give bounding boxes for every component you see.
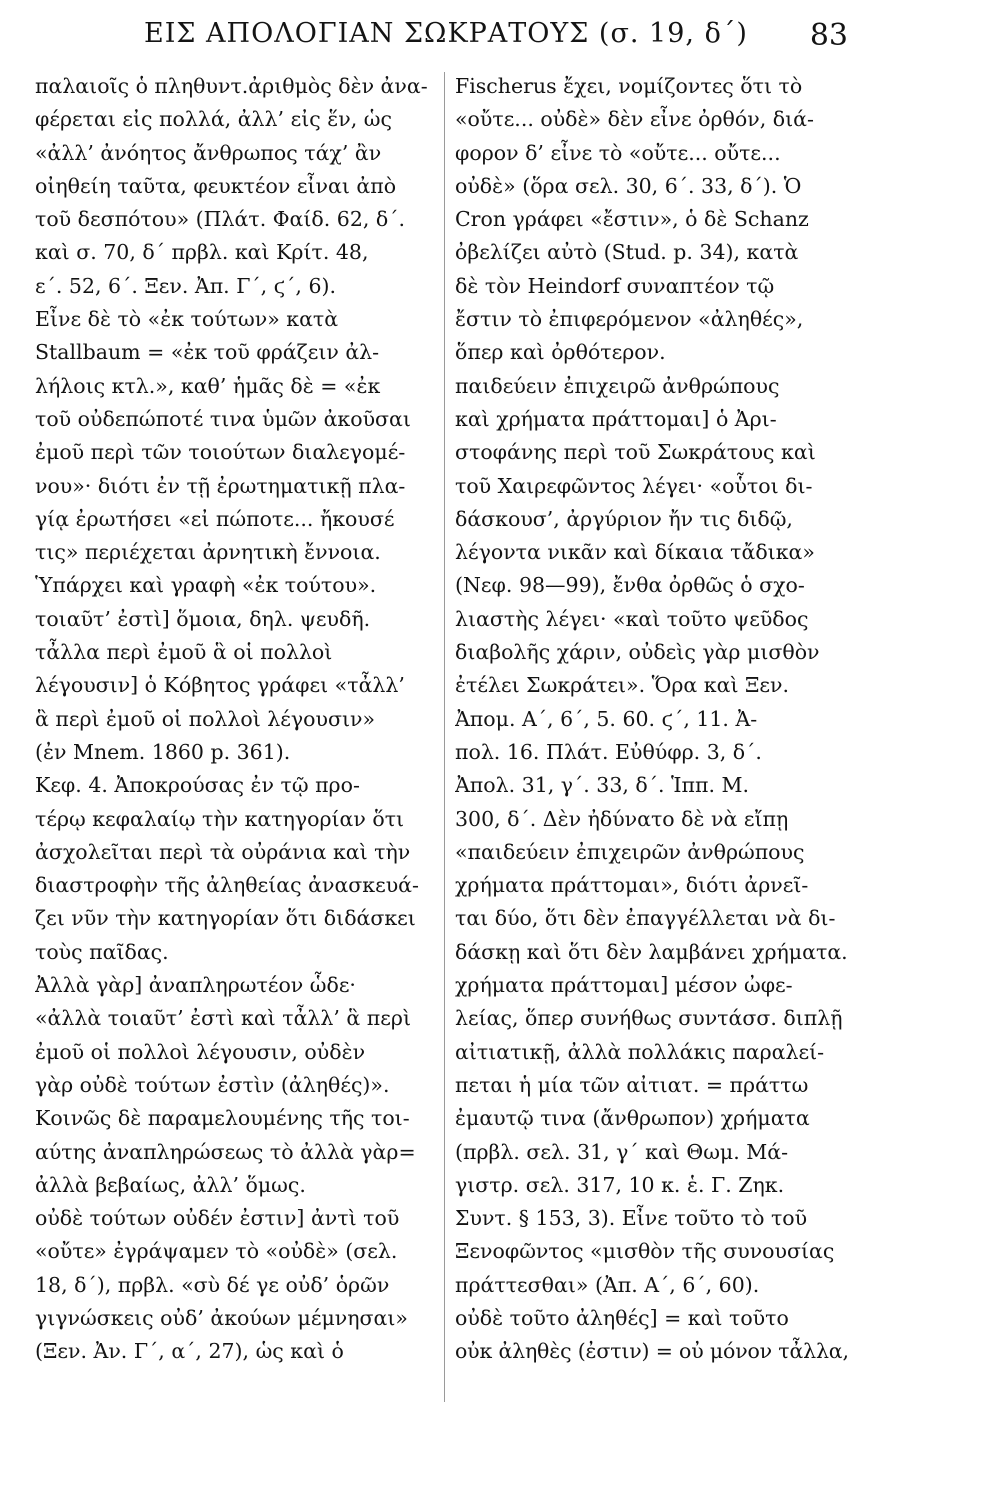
text-line: ὅπερ καὶ ὀρθότερον. <box>455 340 666 365</box>
text-line: στοφάνης περὶ τοῦ Σωκράτους καὶ <box>455 440 816 465</box>
text-line: Συντ. § 153, 3). Εἶνε τοῦτο τὸ τοῦ <box>455 1206 808 1231</box>
text-line: φορον δ’ εἶνε τὸ «οὔτε... οὔτε... <box>455 140 781 165</box>
left-column <box>35 70 433 1369</box>
text-line: οὐδὲ τοῦτο ἀληθές] = καὶ τοῦτο <box>455 1305 789 1330</box>
text-line: αύτης ἀναπληρώσεως τὸ ἀλλὰ γὰρ= <box>35 1139 416 1164</box>
text-line: «παιδεύειν ἐπιχειρῶν ἀνθρώπους <box>455 839 805 864</box>
text-line: (ἐν Mnem. 1860 p. 361). <box>35 739 291 764</box>
text-line: δάσκουσ’, ἀργύριον ἤν τις διδῷ, <box>455 506 793 531</box>
text-line: ὀβελίζει αὐτὸ (Stud. p. 34), κατὰ <box>455 240 799 265</box>
text-line: ἀλλὰ βεβαίως, ἀλλ’ ὅμως. <box>35 1172 306 1197</box>
text-line: ἐμοῦ περὶ τῶν τοιούτων διαλεγομέ- <box>35 440 406 465</box>
text-line: τις» περιέχεται ἀρνητικὴ ἔννοια. <box>35 540 381 565</box>
text-line: νου»· διότι ἐν τῇ ἐρωτηματικῇ πλα- <box>35 473 406 498</box>
text-line: (Νεφ. 98—99), ἔνθα ὀρθῶς ὁ σχο- <box>455 573 805 598</box>
text-line: ἔστιν τὸ ἐπιφερόμενον «ἀληθές», <box>455 307 804 332</box>
text-line: γὰρ οὐδὲ τούτων ἐστὶν (ἀληθές)». <box>35 1072 390 1097</box>
text-line: ἐτέλει Σωκράτει». Ὅρα καὶ Ξεν. <box>455 673 790 698</box>
text-line: Cron γράφει «ἔστιν», ὁ δὲ Schanz <box>455 207 809 232</box>
right-column <box>455 70 849 1369</box>
text-line: (Ξεν. Ἀν. Γ΄, α΄, 27), ὡς καὶ ὁ <box>35 1339 344 1364</box>
text-line: καὶ χρήματα πράττομαι] ὁ Ἀρι- <box>455 406 777 431</box>
text-line: «οὔτε... οὐδὲ» δὲν εἶνε ὀρθόν, διά- <box>455 107 814 132</box>
text-line: Ὑπάρχει καὶ γραφὴ «ἐκ τούτου». <box>35 573 377 598</box>
text-line: ζει νῦν τὴν κατηγορίαν ὅτι διδάσκει <box>35 906 416 931</box>
text-line: γιστρ. σελ. 317, 10 κ. ἑ. Γ. Ζηκ. <box>455 1172 785 1197</box>
text-line: (πρβλ. σελ. 31, γ΄ καὶ Θωμ. Μά- <box>455 1139 789 1164</box>
text-line: λιαστὴς λέγει· «καὶ τοῦτο ψεῦδος <box>455 606 809 631</box>
text-line: δάσκῃ καὶ ὅτι δὲν λαμβάνει χρήματα. <box>455 939 848 964</box>
text-line: Κεφ. 4. Ἀποκρούσας ἐν τῷ προ- <box>35 773 360 798</box>
text-line: τοῦ Χαιρεφῶντος λέγει· «οὗτοι δι- <box>455 473 813 498</box>
text-line: ἀσχολεῖται περὶ τὰ οὐράνια καὶ τὴν <box>35 839 411 864</box>
column-divider <box>444 72 445 1402</box>
text-line: λέγοντα νικᾶν καὶ δίκαια τἄδικα» <box>455 540 815 565</box>
text-line: οἰηθείη ταῦτα, φευκτέον εἶναι ἀπὸ <box>35 173 397 198</box>
text-line: Stallbaum = «ἐκ τοῦ φράζειν ἀλ- <box>35 340 380 365</box>
text-line: «ἀλλὰ τοιαῦτ’ ἐστὶ καὶ τἆλλ’ ἃ περὶ <box>35 1006 411 1031</box>
text-line: καὶ σ. 70, δ΄ πρβλ. καὶ Κρίτ. 48, <box>35 240 369 265</box>
text-line: Ἀπολ. 31, γ΄. 33, δ΄. Ἱππ. Μ. <box>455 773 750 798</box>
text-line: δὲ τὸν Heindorf συναπτέον τῷ <box>455 273 775 298</box>
text-line: λείας, ὅπερ συνήθως συντάσσ. διπλῇ <box>455 1006 843 1031</box>
text-line: αἰτιατικῇ, ἀλλὰ πολλάκις παραλεί- <box>455 1039 825 1064</box>
text-line: τοῦ δεσπότου» (Πλάτ. Φαίδ. 62, δ΄. <box>35 207 406 232</box>
text-line: παλαιοῖς ὁ πληθυντ.ἀριθμὸς δὲν ἀνα- <box>35 74 428 98</box>
text-line: «ἀλλ’ ἀνόητος ἄνθρωπος τάχ’ ἂν <box>35 140 382 165</box>
text-line: Ἀπομ. Α΄, 6΄, 5. 60. ϛ΄, 11. Ἀ- <box>455 706 758 731</box>
text-line: ἃ περὶ ἐμοῦ οἱ πολλοὶ λέγουσιν» <box>35 706 376 731</box>
text-line: λήλοις κτλ.», καθ’ ἡμᾶς δὲ = «ἐκ <box>35 373 381 398</box>
page-number: 83 <box>809 18 848 53</box>
text-line: Fischerus ἔχει, νομίζοντες ὅτι τὸ <box>455 74 803 98</box>
text-line: ἐμαυτῷ τινα (ἄνθρωπον) χρήματα <box>455 1106 810 1131</box>
text-line: γιγνώσκεις οὐδ’ ἀκούων μέμνησαι» <box>35 1305 408 1330</box>
text-line: 300, δ΄. Δὲν ἠδύνατο δὲ νὰ εἴπῃ <box>455 806 789 831</box>
text-line: 18, δ΄), πρβλ. «σὺ δέ γε οὐδ’ ὁρῶν <box>35 1272 390 1297</box>
text-line: χρήματα πράττομαι] μέσον ὠφε- <box>455 973 793 998</box>
text-line: οὐδὲ» (ὅρα σελ. 30, 6΄. 33, δ΄). Ὁ <box>455 173 802 198</box>
text-line: οὐδὲ τούτων οὐδέν ἐστιν] ἀντὶ τοῦ <box>35 1206 400 1231</box>
text-line: γίᾳ ἐρωτήσει «εἰ πώποτε... ἤκουσέ <box>35 506 395 531</box>
text-line: τοὺς παῖδας. <box>35 939 169 964</box>
text-line: χρήματα πράττομαι», διότι ἀρνεῖ- <box>455 873 809 898</box>
text-line: φέρεται εἰς πολλά, ἀλλ’ εἰς ἕν, ὡς <box>35 107 392 132</box>
text-line: πράττεσθαι» (Ἀπ. Α΄, 6΄, 60). <box>455 1272 760 1297</box>
text-line: «οὔτε» ἐγράψαμεν τὸ «οὐδὲ» (σελ. <box>35 1239 398 1264</box>
text-line: Ἀλλὰ γὰρ] ἀναπληρωτέον ὧδε· <box>35 973 356 998</box>
text-line: ἐμοῦ οἱ πολλοὶ λέγουσιν, οὐδὲν <box>35 1039 366 1064</box>
text-line: διαστροφὴν τῆς ἀληθείας ἀνασκευά- <box>35 873 419 898</box>
text-line: Εἶνε δὲ τὸ «ἐκ τούτων» κατὰ <box>35 307 339 332</box>
text-line: Ξενοφῶντος «μισθὸν τῆς συνουσίας <box>455 1239 835 1264</box>
text-line: οὐκ ἀληθὲς (ἐστιν) = οὐ μόνον τἆλλα, <box>455 1339 849 1364</box>
text-line: πολ. 16. Πλάτ. Εὐθύφρ. 3, δ΄. <box>455 739 762 764</box>
text-line: τοιαῦτ’ ἐστὶ] ὅμοια, δηλ. ψευδῆ. <box>35 606 371 631</box>
text-line: ε΄. 52, 6΄. Ξεν. Ἀπ. Γ΄, ϛ΄, 6). <box>35 273 337 298</box>
running-header <box>130 14 850 58</box>
text-line: διαβολῆς χάριν, οὐδεὶς γὰρ μισθὸν <box>455 640 820 665</box>
running-title: ΕΙΣ ΑΠΟΛΟΓΙΑΝ ΣΩΚΡΑΤΟΥΣ (σ. 19, δ΄) <box>144 18 748 49</box>
text-line: πεται ἡ μία τῶν αἰτιατ. = πράττω <box>455 1072 809 1097</box>
text-line: Κοινῶς δὲ παραμελουμένης τῆς τοι- <box>35 1106 410 1131</box>
text-line: ται δύο, ὅτι δὲν ἐπαγγέλλεται νὰ δι- <box>455 906 836 931</box>
text-line: λέγουσιν] ὁ Κόβητος γράφει «τἆλλ’ <box>35 673 405 698</box>
text-line: παιδεύειν ἐπιχειρῶ ἀνθρώπους <box>455 373 780 398</box>
text-line: τἆλλα περὶ ἐμοῦ ἃ οἱ πολλοὶ <box>35 640 333 665</box>
text-line: τοῦ οὐδεπώποτέ τινα ὑμῶν ἀκοῦσαι <box>35 406 411 431</box>
text-line: τέρῳ κεφαλαίῳ τὴν κατηγορίαν ὅτι <box>35 806 405 831</box>
